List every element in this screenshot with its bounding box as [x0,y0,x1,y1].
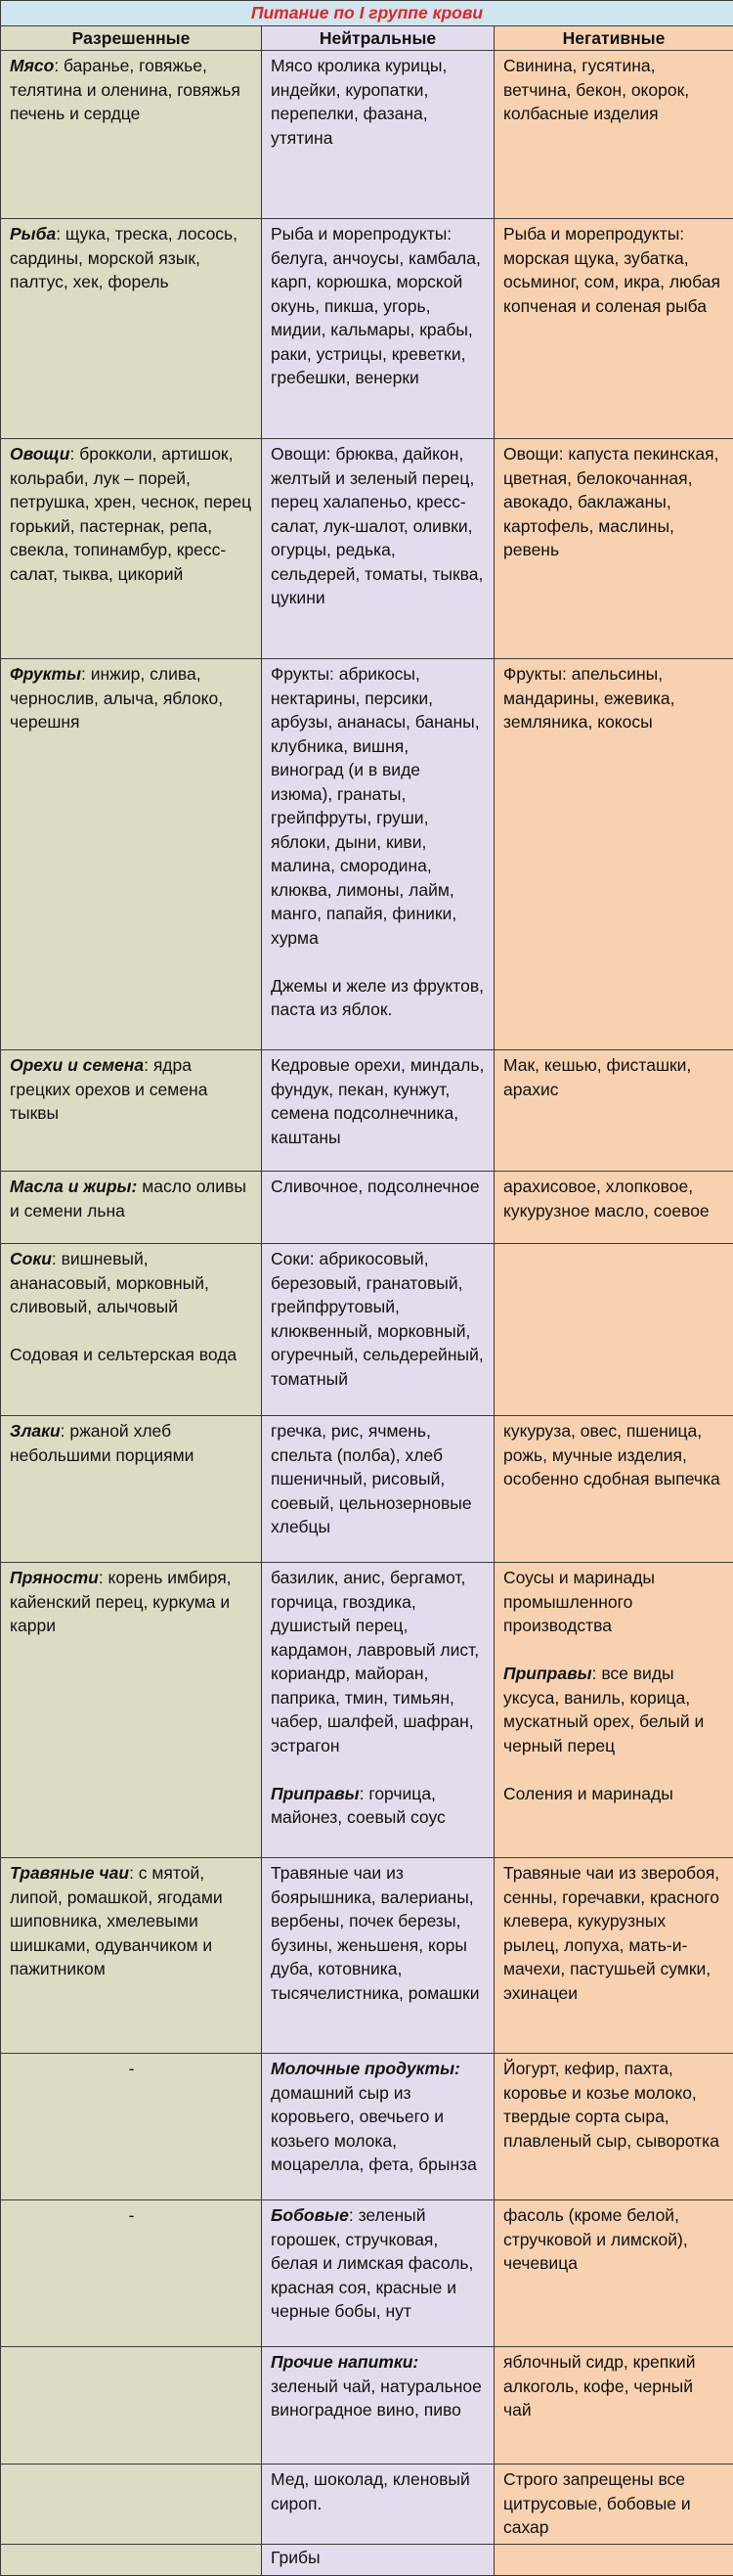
category-label: Злаки [10,1421,61,1441]
cell-allowed [1,1563,262,1858]
table-row-oils [1,1172,733,1244]
cell-text: Фрукты: апельсины, мандарины, ежевика, земляника, кокосы [503,664,675,732]
table-row-other-drinks [1,2347,733,2465]
category-label: Масла и жиры: [10,1177,137,1196]
cell-allowed [1,2200,262,2347]
header-negative: Негативные [495,26,733,51]
cell-text: Фрукты: абрикосы, нектарины, персики, арбузы, ананасы, бананы, клубника, вишня, виноград (и в виде изюма), гранаты, грейпфруты, груши, яблоки, дыни, киви, малина, смородина, клюква, лимоны, лайм, манго, папайя, финики, хурма [271,662,486,950]
cell-neutral [262,1244,495,1416]
cell-text: арахисовое, хлопковое, кукурузное масло, соевое [503,1177,710,1221]
cell-neutral [262,2200,495,2347]
cell-negative [495,51,733,219]
category-label: Молочные продукты: [271,2059,460,2078]
category-label: Овощи [10,444,70,464]
cell-text: Овощи: капуста пекинская, цветная, белокочанная, авокадо, баклажаны, картофель, маслины, ревень [503,444,718,559]
cell-allowed [1,2465,262,2545]
table-row-juices [1,1244,733,1416]
cell-negative [495,659,733,1050]
cell-text: Травяные чаи из зверобоя, сенны, горечавки, красного клевера, кукурузных рылец, лопуха, мать-и-мачехи, пастушьей сумки, эхинацеи [503,1863,719,2003]
header-neutral: Нейтральные [262,26,495,51]
table-row-grains [1,1416,733,1563]
cell-text: : ржаной хлеб небольшими порциями [10,1421,194,1465]
cell-text: Свинина, гусятина, ветчина, бекон, окорок, колбасные изделия [503,56,689,123]
table-row-mushrooms [1,2544,733,2575]
cell-text: Соки: абрикосовый, березовый, гранатовый, грейпфрутовый, клюквенный, морковный, огуречный, сельдерейный, томатный [271,1249,484,1389]
cell-text: : инжир, слива, чернослив, алыча, яблоко, черешня [10,664,223,732]
cell-neutral [262,2544,495,2575]
cell-text: фасоль (кроме белой, стручковой и лимской), чечевица [503,2205,688,2273]
cell-text-tertiary: Соления и маринады [503,1782,725,1806]
cell-text: базилик, анис, бергамот, горчица, гвоздика, душистый перец, кардамон, лавровый лист, кориандр, майоран, паприка, тмин, тимьян, чабер, шалфей, шафран, эстрагон [271,1566,486,1757]
cell-neutral [262,2054,495,2200]
cell-text: Рыба и морепродукты: морская щука, зубатка, осьминог, сом, икра, любая копченая и соленая рыба [503,224,720,316]
cell-text: Сливочное, подсолнечное [271,1177,480,1196]
cell-negative [495,1858,733,2054]
seasoning-label: Приправы [271,1784,360,1803]
cell-allowed [1,2054,262,2200]
cell-neutral [262,2347,495,2465]
cell-text-secondary: : горчица, майонез, соевый соус [271,1784,446,1828]
table-row-nuts [1,1050,733,1172]
cell-negative [495,219,733,439]
cell-negative [495,2200,733,2347]
cell-text: : ядра грецких орехов и семена тыквы [10,1055,207,1123]
cell-text: домашний сыр из коровьего, овечьего и козьего молока, моцарелла, фета, брынза [271,2083,477,2175]
cell-negative [495,1416,733,1563]
cell-text: - [129,2059,135,2078]
table-row-sweets [1,2465,733,2545]
table-row-legumes [1,2200,733,2347]
cell-neutral [262,219,495,439]
cell-text: : щука, треска, лосось, сардины, морской язык, палтус, хек, форель [10,224,237,291]
cell-allowed [1,1244,262,1416]
category-label: Бобовые [271,2205,349,2225]
cell-negative [495,1050,733,1172]
cell-text: Мясо кролика курицы, индейки, куропатки, перепелки, фазана, утятина [271,56,447,148]
table-row-vegetables [1,439,733,659]
cell-text: - [129,2205,135,2225]
cell-allowed [1,1050,262,1172]
cell-neutral [262,2465,495,2545]
cell-text-secondary: Содовая и сельтерская вода [10,1343,253,1367]
cell-negative [495,2054,733,2200]
cell-allowed [1,1416,262,1563]
category-label: Орехи и семена [10,1055,144,1075]
category-label: Фрукты [10,664,81,684]
cell-text: Мед, шоколад, кленовый сироп. [271,2469,470,2513]
cell-allowed [1,439,262,659]
cell-text: Рыба и морепродукты: белуга, анчоусы, камбала, карп, корюшка, морской окунь, пикша, угорь, мидии, кальмары, крабы, раки, устрицы, креветки, гребешки, венерки [271,224,481,387]
cell-negative [495,1172,733,1244]
cell-negative [495,439,733,659]
cell-text: : с мятой, липой, ромашкой, ягодами шиповника, хмелевыми шишками, одуванчиком и пажитником [10,1863,223,1978]
cell-text: Йогурт, кефир, пахта, коровье и козье молоко, твердые сорта сыра, плавленый сыр, сыворотка [503,2059,719,2151]
category-label: Мясо [10,56,54,75]
cell-text-secondary: Джемы и желе из фруктов, паста из яблок. [271,974,486,1022]
cell-text: Грибы [271,2548,321,2567]
header-allowed: Разрешенные [1,26,262,51]
table-row-herbal-teas [1,1858,733,2054]
cell-text: : брокколи, артишок, кольраби, лук – порей, петрушка, хрен, чеснок, перец горький, пастернак, репа, свекла, топинамбур, кресс-салат, тыква, цикорий [10,444,251,584]
category-label: Рыба [10,224,56,244]
cell-neutral [262,659,495,1050]
cell-allowed [1,1858,262,2054]
cell-text: яблочный сидр, крепкий алкоголь, кофе, черный чай [503,2352,695,2420]
cell-neutral [262,1416,495,1563]
table-row-dairy [1,2054,733,2200]
cell-text: масло оливы и семени льна [10,1177,246,1221]
cell-text: : корень имбиря, кайенский перец, куркума и карри [10,1568,232,1635]
cell-negative [495,2465,733,2545]
cell-text: : зеленый горошек, стручковая, белая и лимская фасоль, красная соя, красные и черные бобы, нут [271,2205,473,2321]
table-title: Питание по I группе крови [1,1,733,26]
cell-text: кукуруза, овес, пшеница, рожь, мучные изделия, особенно сдобная выпечка [503,1421,720,1488]
cell-allowed [1,219,262,439]
cell-neutral [262,51,495,219]
table-row-fish [1,219,733,439]
table-row-meat [1,51,733,219]
cell-neutral [262,1050,495,1172]
cell-neutral [262,1563,495,1858]
cell-text: Овощи: брюква, дайкон, желтый и зеленый перец, перец халапеньо, кресс-салат, лук-шалот, оливки, огурцы, редька, сельдерей, томаты, тыква, цукини [271,444,483,607]
cell-allowed [1,2544,262,2575]
cell-text: Кедровые орехи, миндаль, фундук, пекан, кунжут, семена подсолнечника, каштаны [271,1055,484,1147]
cell-text-secondary: : все виды уксуса, ваниль, корица, мускатный орех, белый и черный перец [503,1664,704,1755]
cell-text: : вишневый, ананасовый, морковный, сливовый, алычовый [10,1249,209,1316]
cell-text: Травяные чаи из боярышника, валерианы, вербены, почек березы, бузины, женьшеня, коры дуба, котовника, тысячелистника, ромашки [271,1863,479,2003]
category-label: Прочие напитки: [271,2352,418,2372]
cell-text: : баранье, говяжье, телятина и оленина, говяжья печень и сердце [10,56,240,123]
cell-text: зеленый чай, натуральное виноградное вино, пиво [271,2376,482,2421]
category-label: Пряности [10,1568,99,1587]
cell-negative [495,2347,733,2465]
cell-negative [495,1563,733,1858]
category-label: Травяные чаи [10,1863,129,1883]
cell-allowed [1,659,262,1050]
cell-text: Соусы и маринады промышленного производства [503,1566,725,1638]
cell-neutral [262,1172,495,1244]
cell-text: Строго запрещены все цитрусовые, бобовые и сахар [503,2469,691,2537]
cell-negative [495,1244,733,1416]
cell-neutral [262,439,495,659]
cell-neutral [262,1858,495,2054]
cell-allowed [1,51,262,219]
table-row-fruits [1,659,733,1050]
seasoning-label: Приправы [503,1664,592,1683]
table-row-spices [1,1563,733,1858]
cell-allowed [1,1172,262,1244]
cell-negative [495,2544,733,2575]
category-label: Соки [10,1249,52,1268]
cell-allowed [1,2347,262,2465]
cell-text: гречка, рис, ячмень, спельта (полба), хлеб пшеничный, рисовый, соевый, цельнозерновые хлебцы [271,1421,472,1536]
cell-text: Мак, кешью, фисташки, арахис [503,1055,691,1099]
